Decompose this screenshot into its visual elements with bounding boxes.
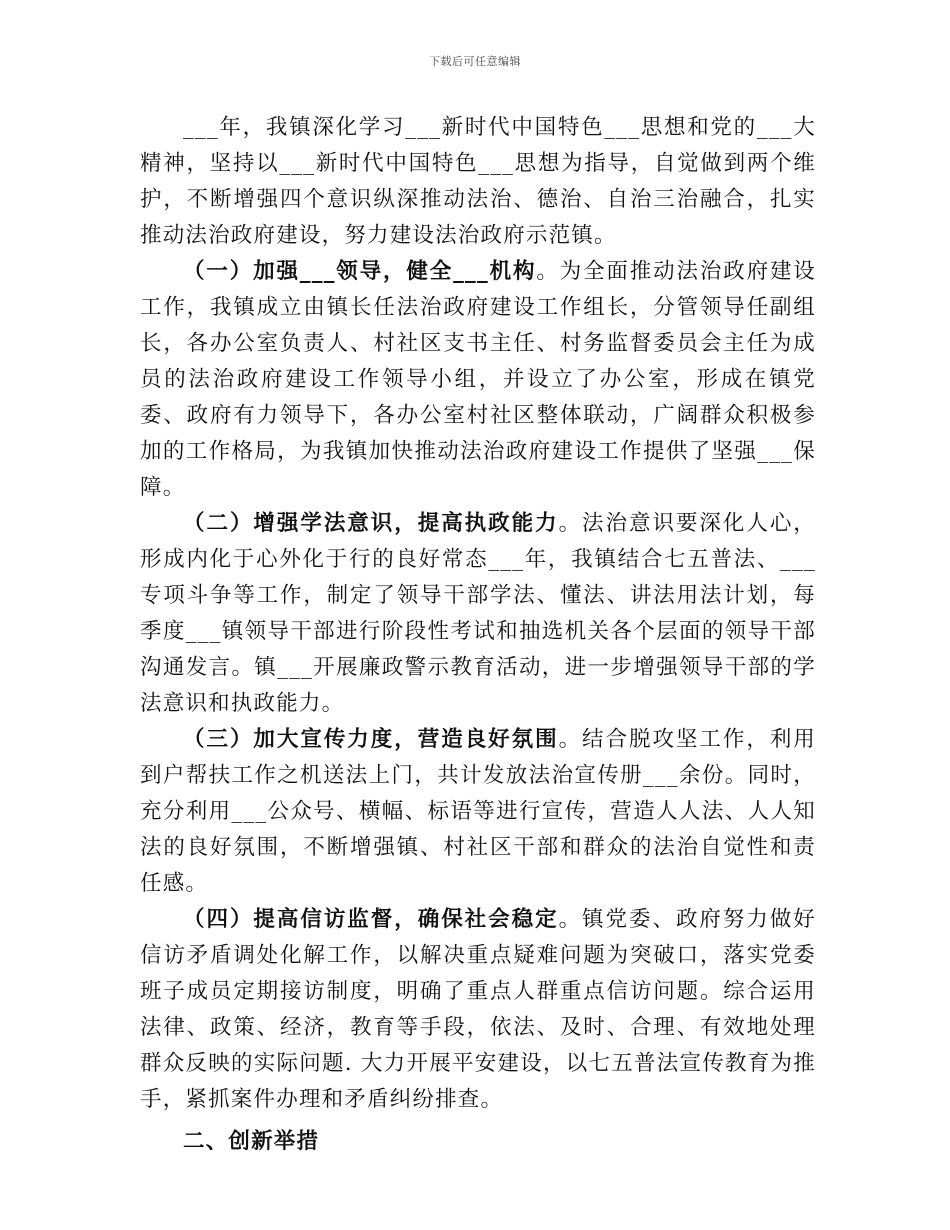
paragraph-body: 。镇党委、政府努力做好信访矛盾调处化解工作，以解决重点疑难问题为突破口，落实党委班子成员定期接访制度，明确了重点人群重点信访问题。综合运用法律、政策、经济，教育等手段，依法、及时、合理、有效地处理群众反映的实际问题. 大力开展平安建设，以七五普法宣传教育为推手，紧抓案件办理和矛盾纠纷排查。 [140,907,817,1112]
page-header: 下载后可任意编辑 [429,55,521,68]
document-body [140,110,816,1160]
paragraph-section-4 [140,902,816,1118]
paragraph-body: ___年，我镇深化学习___新时代中国特色___思想和党的___大精神，坚持以___新时代中国特色___思想为指导，自觉做到两个维护，不断增强四个意识纵深推动法治、德治、自治三治融合，扎实推动法治政府建设，努力建设法治政府示范镇。 [140,115,816,248]
paragraph-lead: （四）提高信访监督，确保社会稳定 [183,907,559,932]
paragraph-lead: （一）加强___领导，健全___机构 [183,259,537,284]
paragraph-body: 。结合脱攻坚工作，利用到户帮扶工作之机送法上门，共计发放法治宣传册___余份。同时，充分利用___公众号、横幅、标语等进行宣传，营造人人法、人人知法的良好氛围，不断增强镇、村社区干部和群众的法治自觉性和责任感。 [140,727,817,896]
section-heading: 二、创新举措 [183,1129,320,1154]
paragraph-lead: （三）加大宣传力度，营造良好氛围 [183,727,559,752]
paragraph-section-1 [140,254,816,506]
paragraph-lead: （二）增强学法意识，提高执政能力 [183,511,559,536]
paragraph-section-3 [140,722,816,902]
paragraph-intro [140,110,816,254]
paragraph-section-2 [140,506,816,722]
paragraph-body: 。法治意识要深化人心，形成内化于心外化于行的良好常态___年，我镇结合七五普法、___专项斗争等工作，制定了领导干部学法、懂法、讲法用法计划，每季度___镇领导干部进行阶段性考试和抽选机关各个层面的领导干部沟通发言。镇___开展廉政警示教育活动，进一步增强领导干部的学法意识和执政能力。 [140,511,817,716]
paragraph-body: 。为全面推动法治政府建设工作，我镇成立由镇长任法治政府建设工作组长，分管领导任副组长，各办公室负责人、村社区支书主任、村务监督委员会主任为成员的法治政府建设工作领导小组，并设立了办公室，形成在镇党委、政府有力领导下，各办公室村社区整体联动，广阔群众积极参加的工作格局，为我镇加快推动法治政府建设工作提供了坚强___保障。 [140,259,816,500]
